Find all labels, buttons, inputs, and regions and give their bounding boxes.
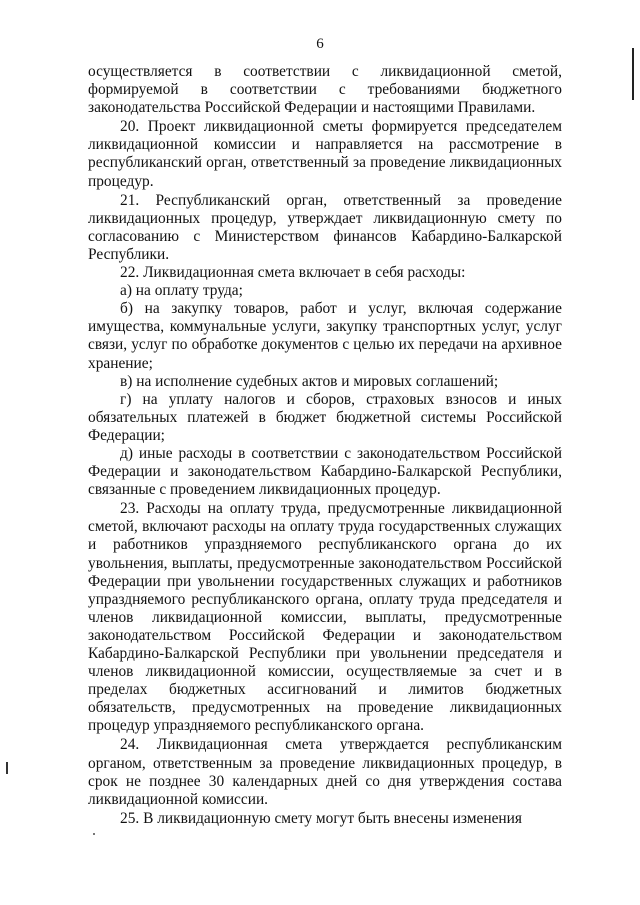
list-item-d: д) иные расходы в соответствии с законодательством Российской Федерации и законодательством Кабардино-Балкарской Республики, связанные с проведением ликвидационных процедур. — [88, 444, 562, 499]
list-item-a: а) на оплату труда; — [120, 282, 243, 300]
paragraph-20: 20. Проект ликвидационной сметы формируется председателем ликвидационной комиссии и направляется на рассмотрение в республиканский орган, ответственный за проведение ликвидационных процедур. — [88, 118, 562, 190]
scan-speck — [93, 833, 95, 835]
page-number: 6 — [316, 36, 324, 52]
paragraph-continuation: осуществляется в соответствии с ликвидационной сметой, формируемой в соответствии с требованиями бюджетного законодательства Российской Федерации и настоящими Правилами. — [88, 63, 562, 117]
scan-edge-mark — [632, 48, 634, 100]
list-item-v: в) на исполнение судебных актов и мировых соглашений; — [120, 372, 499, 390]
document-body — [88, 63, 562, 828]
paragraph-24: 24. Ликвидационная смета утверждается республиканским органом, ответственным за проведение ликвидационных процедур, в срок не позднее 30 календарных дней со дня утверждения состава ликвидационной комиссии. — [88, 736, 562, 808]
paragraph-25: 25. В ликвидационную смету могут быть внесены изменения — [120, 809, 522, 827]
scan-margin-mark — [6, 762, 8, 774]
paragraph-21: 21. Республиканский орган, ответственный за проведение ликвидационных процедур, утверждает ликвидационную смету по согласованию с Министерством финансов Кабардино-Балкарской Республики. — [88, 191, 562, 263]
list-item-g: г) на уплату налогов и сборов, страховых взносов и иных обязательных платежей в бюджет бюджетной системы Российской Федерации; — [88, 390, 562, 444]
paragraph-22: 22. Ликвидационная смета включает в себя расходы: — [120, 264, 466, 282]
list-item-b: б) на закупку товаров, работ и услуг, включая содержание имущества, коммунальные услуги, закупку транспортных услуг, услуг связи, услуг по обработке документов с целью их передачи на архивное хранение; — [88, 300, 562, 372]
paragraph-23: 23. Расходы на оплату труда, предусмотренные ликвидационной сметой, включают расходы на оплату труда государственных служащих и работников упраздняемого республиканского органа до их увольнения, выплаты, предусмотренные законодательством Российской Федерации при увольнении государственных служащих и работников упраздняемого республиканского органа, оплату труда председателя и членов ликвидационной комиссии, выплаты, предусмотренные законодательством Российской Федерации и законодательством Кабардино-Балкарской Республики при увольнении председателя и членов ликвидационной комиссии, осуществляемые за счет и в пределах бюджетных ассигнований и лимитов бюджетных обязательств, предусмотренных на проведение ликвидационных процедур упраздняемого республиканского органа. — [88, 500, 562, 735]
